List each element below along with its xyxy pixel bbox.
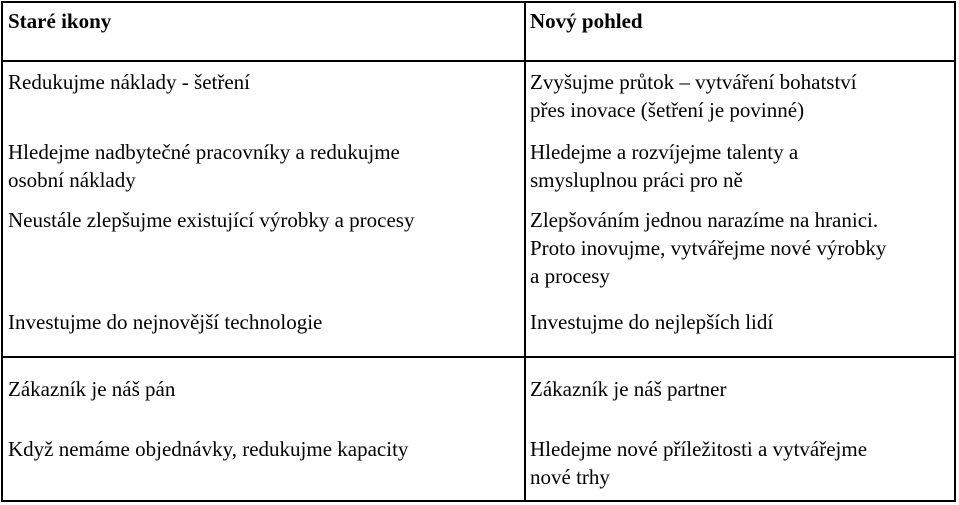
row-6-right-line-1: Hledejme nové příležitosti a vytvářejme [530, 437, 868, 461]
row-3-left-line-1: Neustále zlepšujme existující výrobky a procesy [8, 208, 415, 232]
row-4-right [530, 308, 773, 336]
row-4-right-line-1: Investujme do nejlepších lidí [530, 310, 774, 334]
row-4-left-line-1: Investujme do nejnovější technologie [8, 310, 323, 334]
row-1-left-line-1: Redukujme náklady - šetření [8, 70, 251, 94]
row-6-right [530, 435, 867, 491]
row-2-left-line-1: Hledejme nadbytečné pracovníky a redukujme [8, 140, 400, 164]
row-5-right [530, 375, 727, 403]
row-3-right-line-3: a procesy [530, 264, 610, 288]
row-5-left [8, 375, 175, 403]
row-2-right [530, 138, 798, 194]
row-1-left [8, 68, 250, 96]
header-new-view: Nový pohled [530, 9, 643, 33]
row-6-left [8, 435, 408, 463]
row-2-left-line-2: osobní náklady [8, 168, 136, 192]
row-1-right-line-2: přes inovace (šetření je povinné) [530, 98, 805, 122]
header-divider [3, 60, 954, 62]
row-3-right-line-1: Zlepšováním jednou narazíme na hranici. [530, 208, 879, 232]
row-1-right-line-1: Zvyšujme průtok – vytváření bohatství [530, 70, 857, 94]
row-6-right-line-2: nové trhy [530, 465, 610, 489]
row-3-right [530, 206, 886, 290]
row-1-right [530, 68, 857, 124]
row-2-left [8, 138, 400, 194]
row-3-left [8, 206, 414, 234]
row-3-right-line-2: Proto inovujme, vytvářejme nové výrobky [530, 236, 887, 260]
comparison-table [1, 1, 956, 502]
column-divider [524, 3, 526, 500]
section-divider [3, 356, 954, 358]
row-2-right-line-1: Hledejme a rozvíjejme talenty a [530, 140, 799, 164]
row-6-left-line-1: Když nemáme objednávky, redukujme kapacity [8, 437, 409, 461]
header-old-icons: Staré ikony [8, 9, 112, 33]
row-5-left-line-1: Zákazník je náš pán [8, 377, 176, 401]
row-2-right-line-2: smysluplnou práci pro ně [530, 168, 743, 192]
row-5-right-line-1: Zákazník je náš partner [530, 377, 727, 401]
row-4-left [8, 308, 322, 336]
